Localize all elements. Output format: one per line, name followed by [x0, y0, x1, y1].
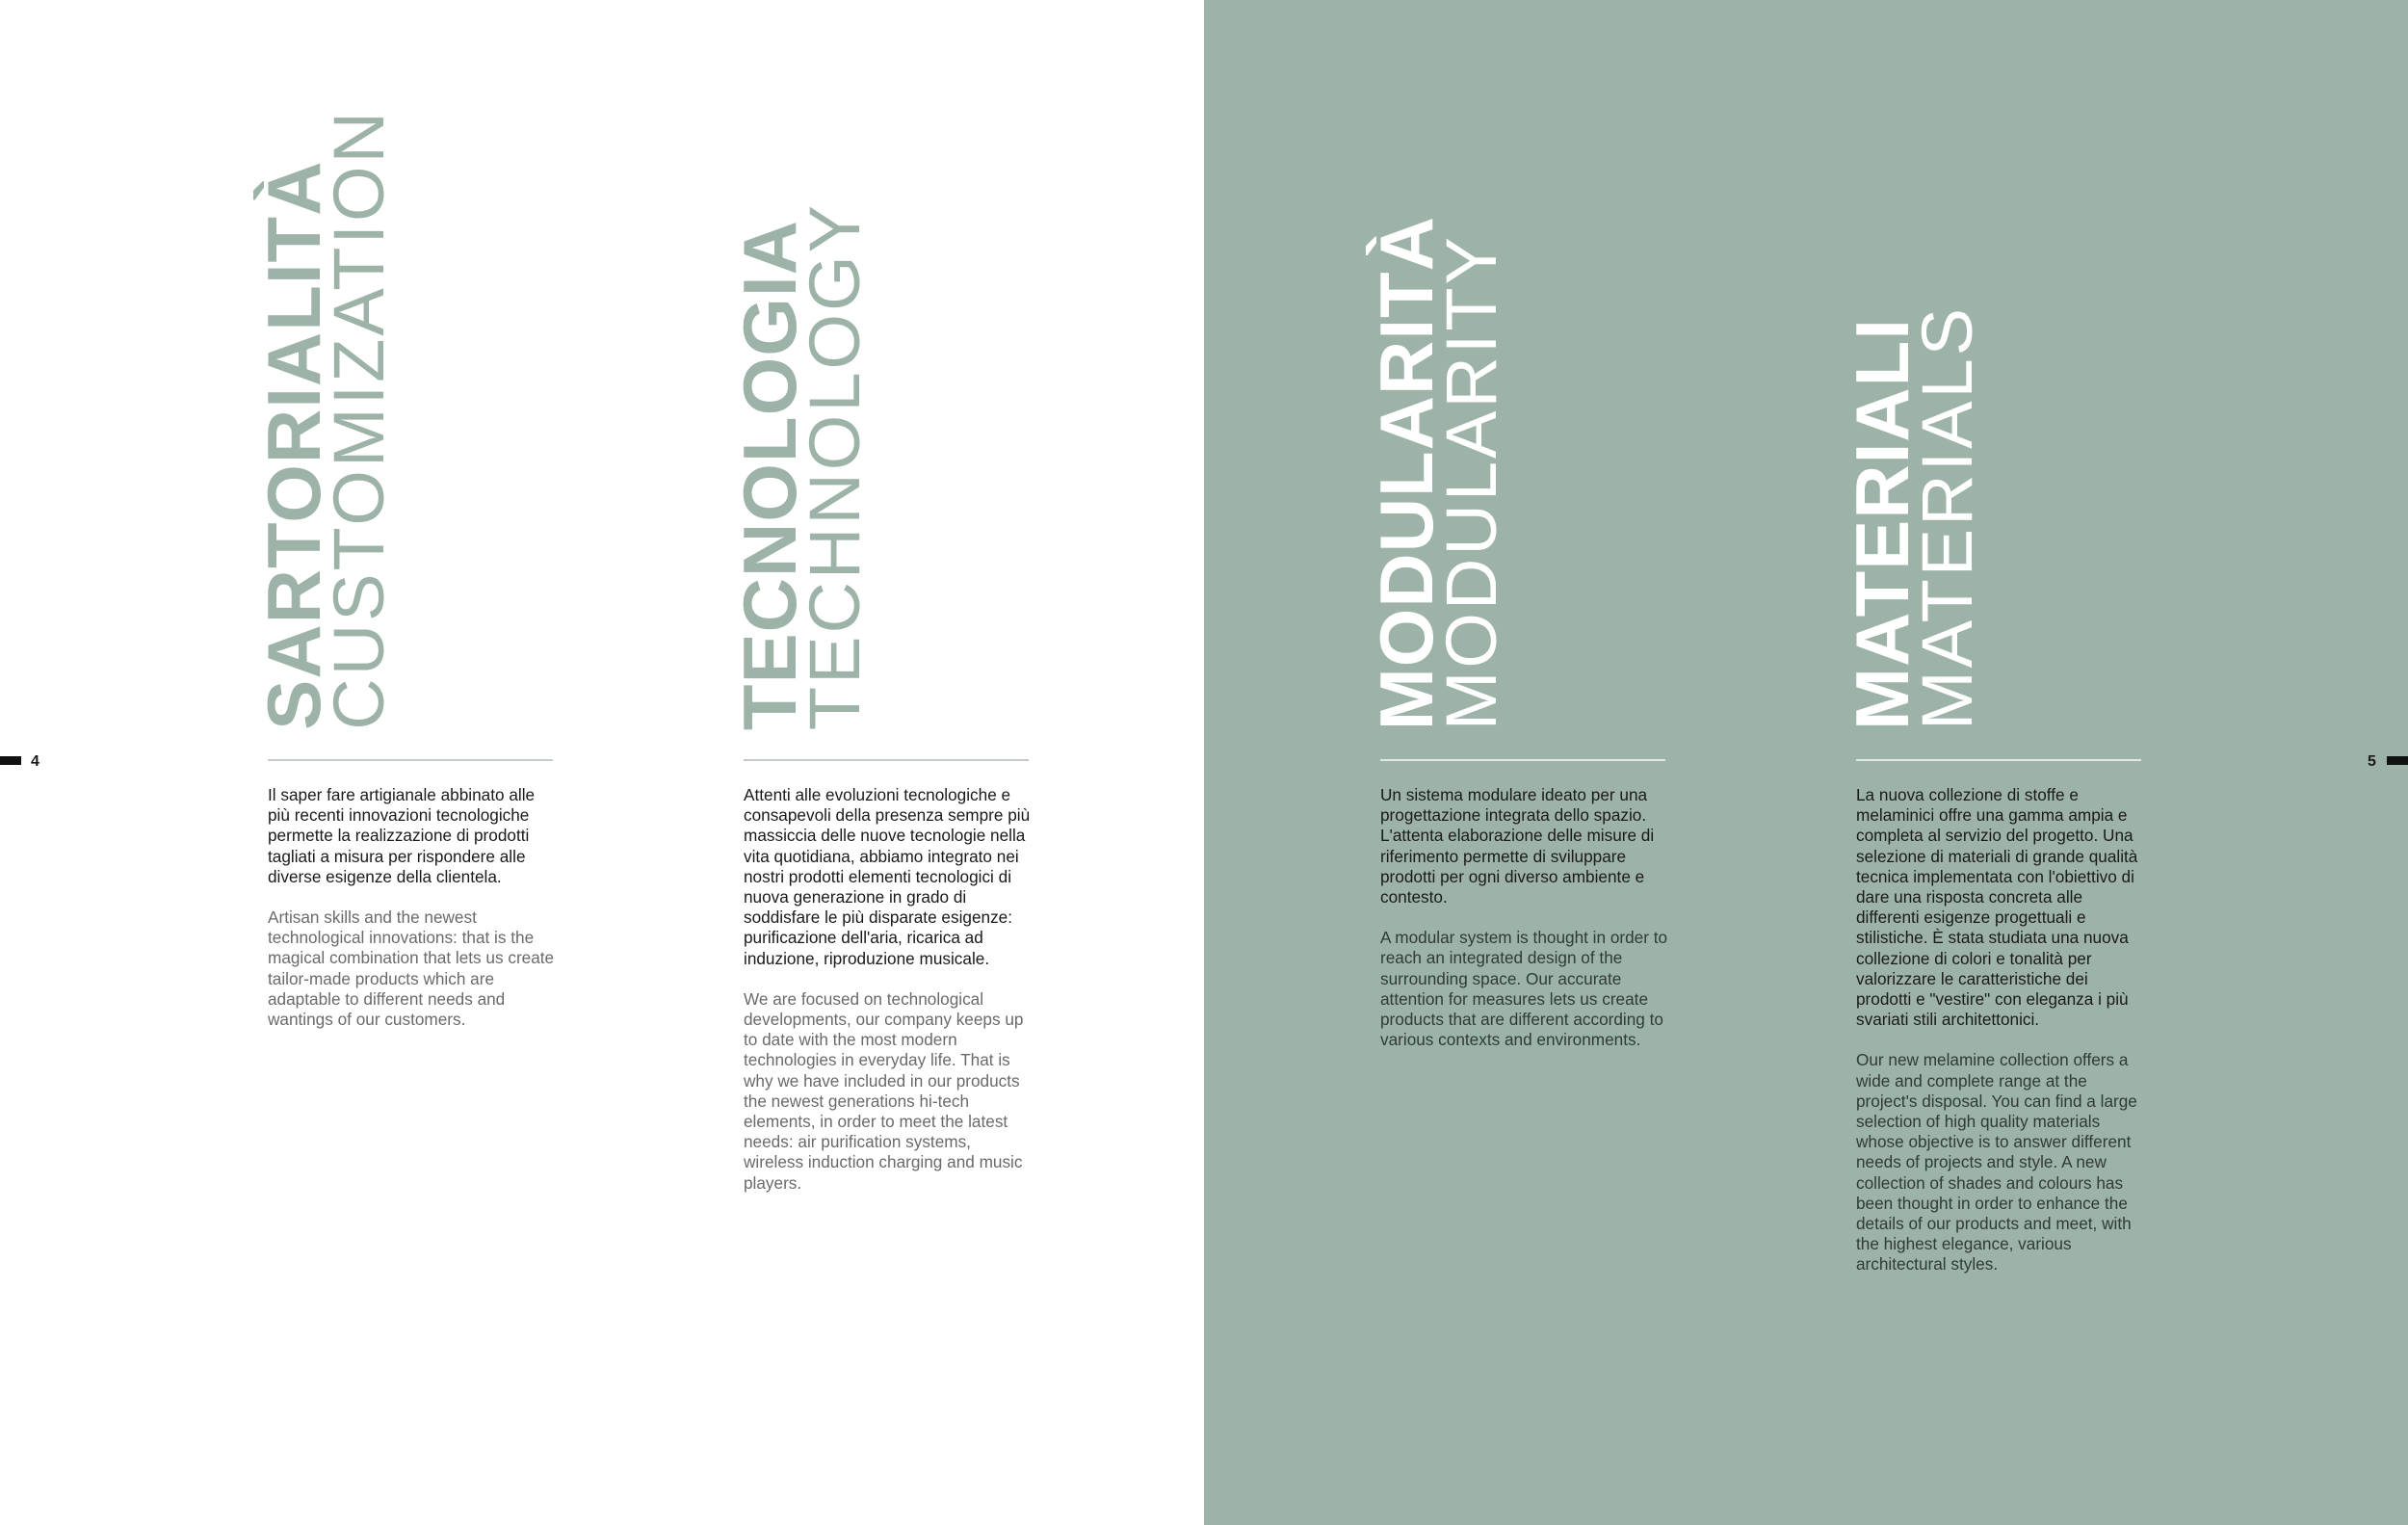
text-italian: Il saper fare artigianale abbinato alle più recenti innovazioni tecnologiche permette la realizzazione di prodotti tagliati a misura per rispondere alle diverse esigenze della clientela.: [268, 785, 536, 886]
section-title-customization: [251, 109, 399, 730]
section-title-modularity: [1364, 215, 1511, 730]
title-italian: TECNOLOGIA: [727, 220, 812, 730]
text-english: Artisan skills and the newest technological innovations: that is the magical combination that lets us create tailor-made products which are adaptable to different needs and wantings of our customers.: [268, 907, 555, 1030]
title-italian: MATERIALI: [1840, 318, 1924, 730]
text-english: We are focused on technological developments, our company keeps up to date with the most modern technologies in everyday life. That is why we have included in our products the newest generations hi-tech elements, in order to meet the latest needs: air purification systems, wireless induction charging and music players.: [744, 988, 1024, 1193]
section-divider: [268, 759, 553, 761]
page-number-left: 4: [31, 753, 39, 770]
page-marker-right: [2387, 756, 2408, 765]
section-divider: [744, 759, 1029, 761]
section-text-materials: [1856, 785, 2145, 1296]
section-text-modularity: [1380, 785, 1669, 1070]
title-english: MATERIALS: [1907, 305, 1987, 730]
section-divider: [1380, 759, 1665, 761]
section-divider: [1856, 759, 2141, 761]
page-marker-left: [0, 756, 21, 765]
title-english: CUSTOMIZATION: [319, 109, 399, 730]
section-title-materials: [1840, 305, 1987, 730]
title-italian: MODULARITÀ: [1364, 215, 1449, 730]
title-italian: SARTORIALITÀ: [251, 160, 336, 730]
title-english: TECHNOLOGY: [795, 201, 875, 730]
text-italian: Attenti alle evoluzioni tecnologiche e consapevoli della presenza sempre più massiccia delle nuove tecnologie nella vita quotidiana, abbiamo integrato nei nostri prodotti elementi tecnologici di nuova generazione in grado di soddisfare le più disparate esigenze: purificazione dell'aria, ricarica ad induzione, riproduzione musicale.: [744, 785, 1031, 968]
section-text-customization: [268, 785, 557, 1050]
page-number-right: 5: [2368, 753, 2376, 770]
title-english: MODULARITY: [1431, 233, 1511, 730]
text-english: Our new melamine collection offers a wide and complete range at the project's disposal. You can find a large selection of high quality materials whose objective is to answer different needs of projects and style. A new collection of shades and colours has been thought in order to enhance the details of our products and meet, with the highest elegance, various architectural styles.: [1856, 1050, 2137, 1275]
text-italian: La nuova collezione di stoffe e melaminici offre una gamma ampia e completa al servizio del progetto. Una selezione di materiali di grande qualità tecnica implementata con l'obiettivo di dare una risposta concreta alle differenti esigenze progettuali e stilistiche. È stata studiata una nuova collezione di colori e tonalità per valorizzare le caratteristiche dei prodotti e "vestire" con eleganza i più svariati stili architettonici.: [1856, 785, 2138, 1030]
section-title-technology: [727, 201, 875, 730]
text-italian: Un sistema modulare ideato per una progettazione integrata dello spazio. L'attenta elaborazione delle misure di riferimento permette di sviluppare prodotti per ogni diverso ambiente e contesto.: [1380, 785, 1655, 907]
text-english: A modular system is thought in order to reach an integrated design of the surrounding space. Our accurate attention for measures lets us create products that are different according to various contexts and environments.: [1380, 928, 1668, 1050]
section-text-technology: [744, 785, 1033, 1214]
